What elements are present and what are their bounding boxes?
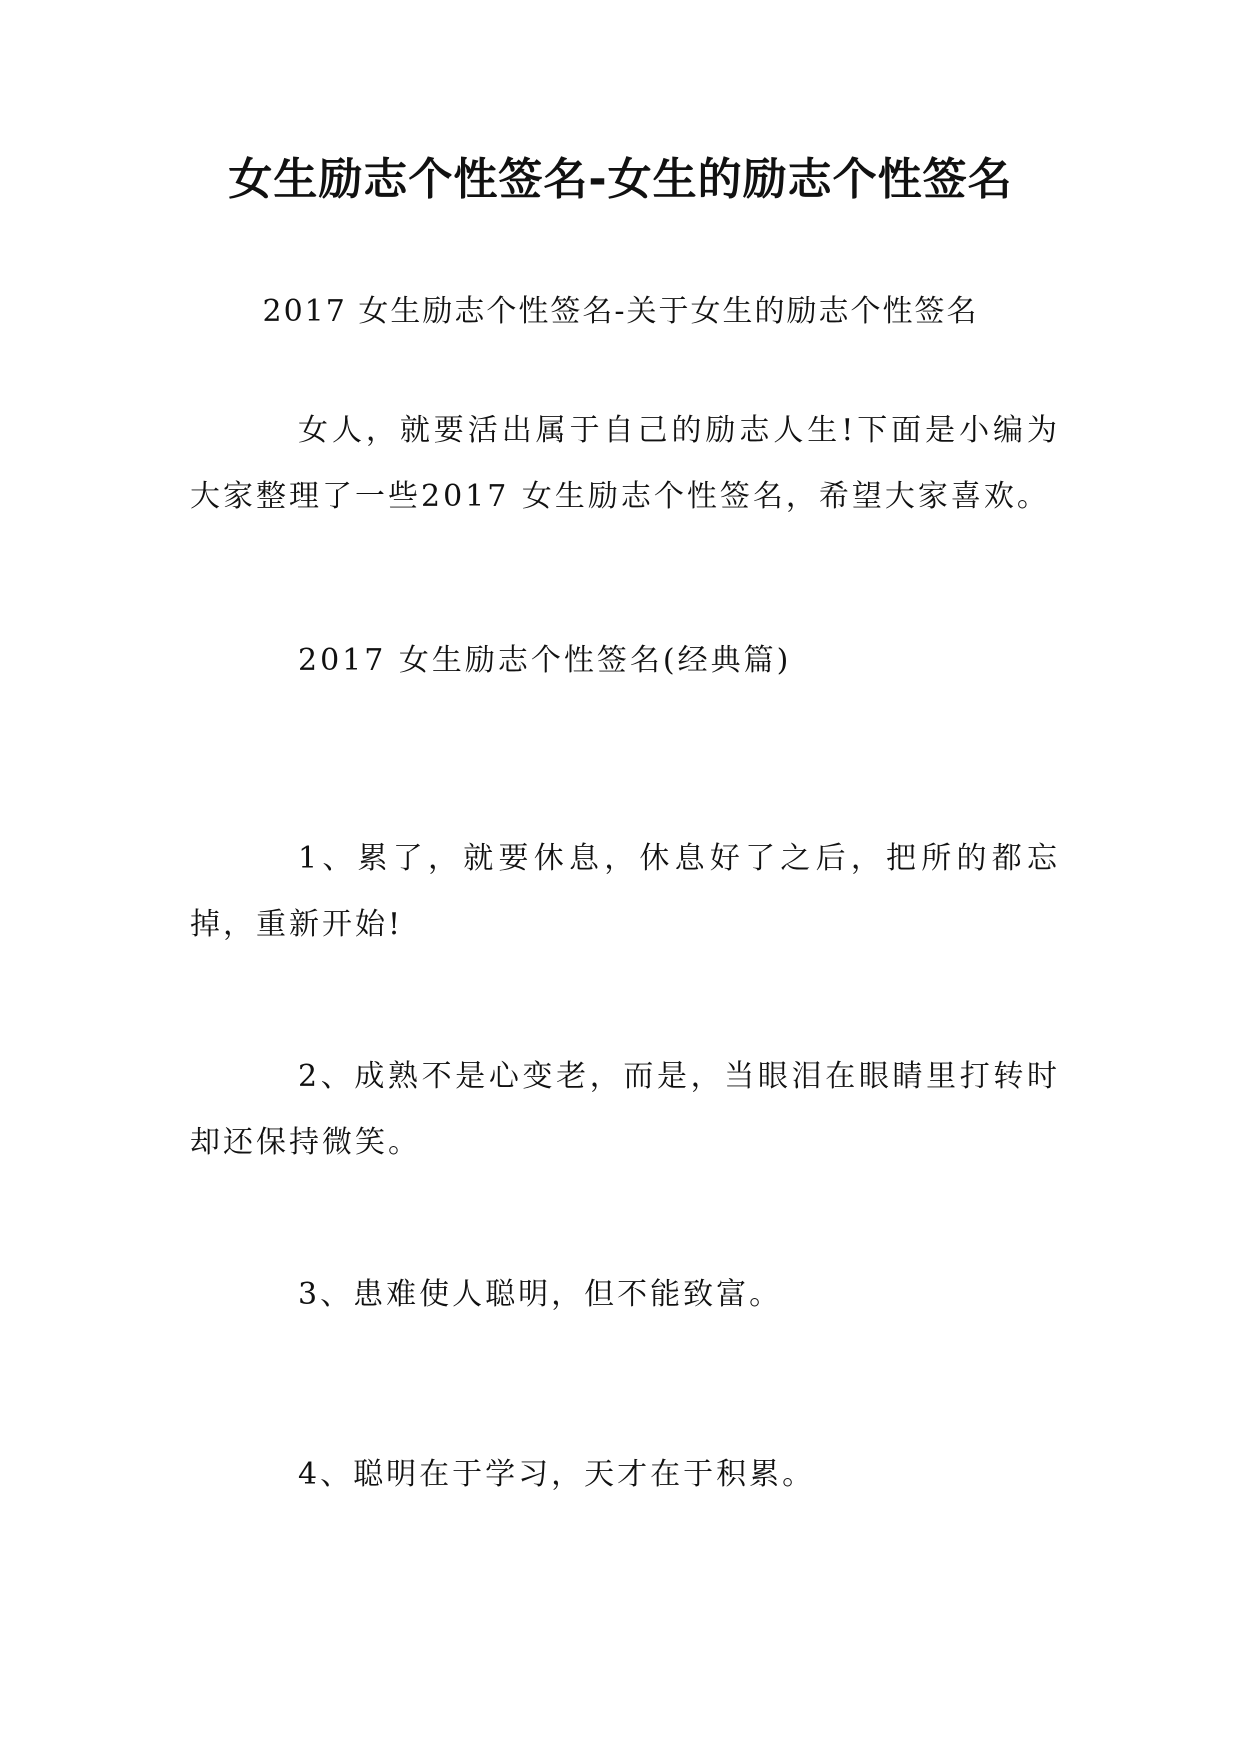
page-title: 女生励志个性签名-女生的励志个性签名: [228, 154, 1013, 205]
list-item: 2、成熟不是心变老，而是，当眼泪在眼睛里打转时却还保持微笑。: [190, 1059, 1060, 1160]
page-subtitle: 2017 女生励志个性签名-关于女生的励志个性签名: [262, 294, 979, 329]
list-item: 1、累了，就要休息，休息好了之后，把所的都忘掉，重新开始!: [190, 841, 1060, 942]
list-item: 3、患难使人聪明，但不能致富。: [298, 1277, 783, 1312]
list-item: 4、聪明在于学习，天才在于积累。: [298, 1457, 816, 1492]
section-heading: 2017 女生励志个性签名(经典篇): [298, 643, 792, 678]
intro-paragraph: 女人，就要活出属于自己的励志人生!下面是小编为大家整理了一些2017 女生励志个性签名，希望大家喜欢。: [190, 413, 1060, 514]
